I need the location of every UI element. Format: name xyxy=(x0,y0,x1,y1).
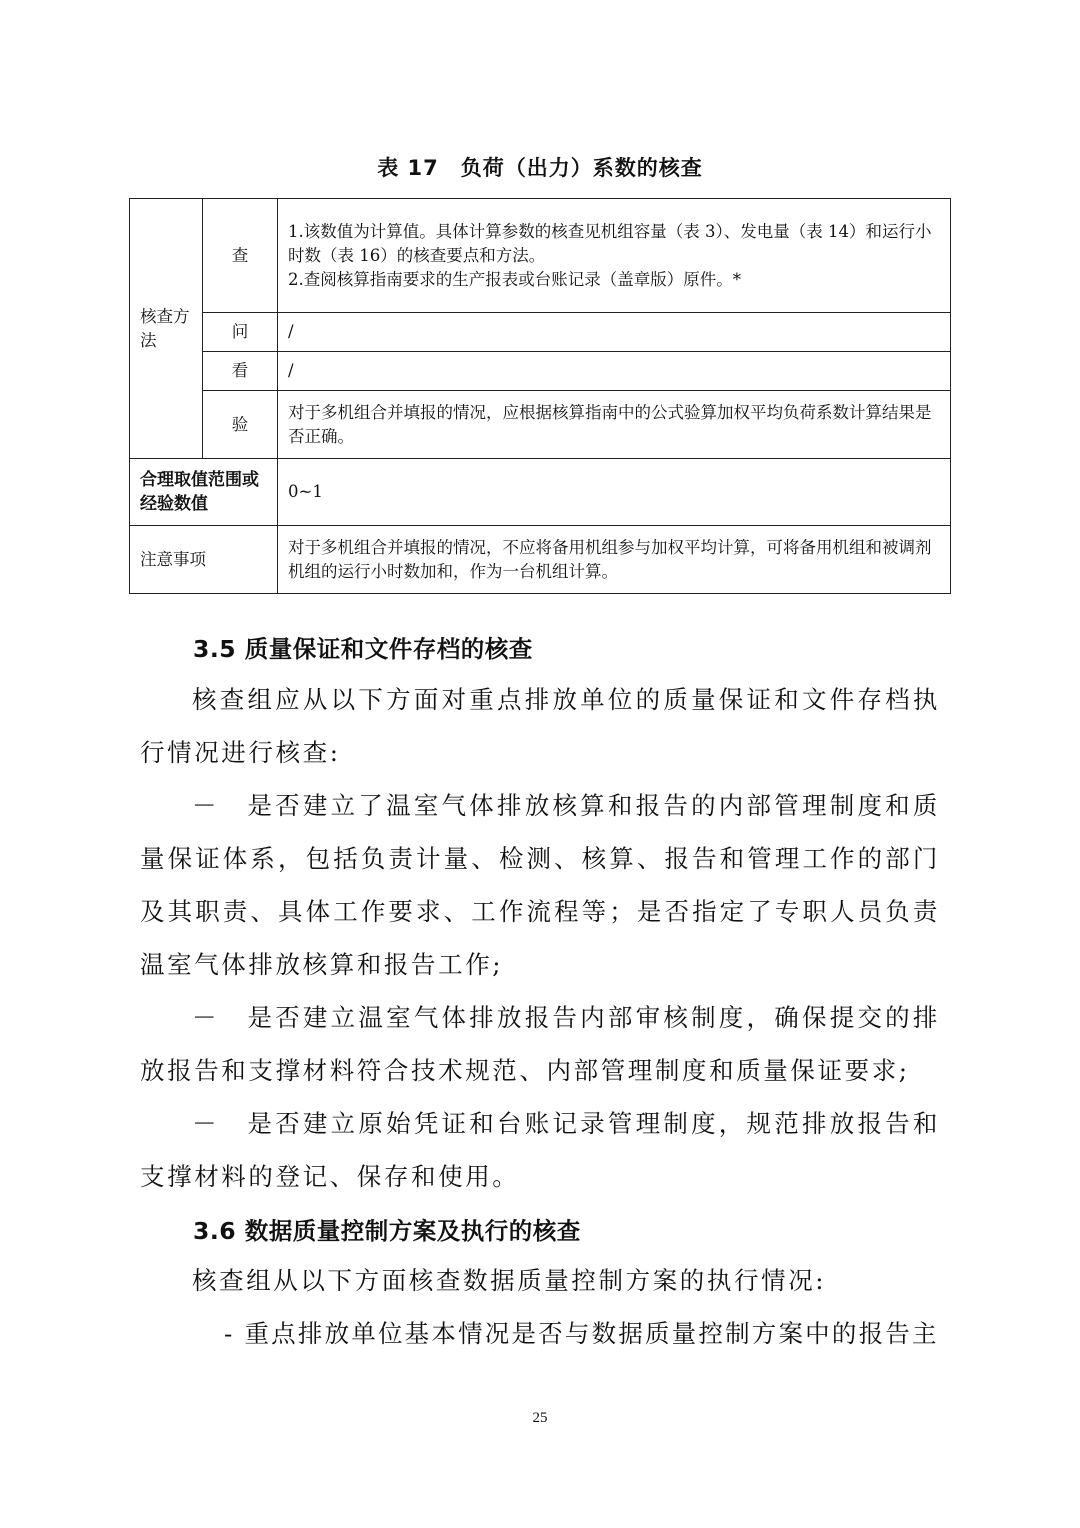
section-3-5-item-3: － 是否建立原始凭证和台账记录管理制度，规范排放报告和支撑材料的登记、保存和使用。 xyxy=(140,1109,940,1191)
section-3-6-title: 3.6 数据质量控制方案及执行的核查 xyxy=(193,1217,581,1245)
notes-label: 注意事项 xyxy=(130,526,278,594)
table-row xyxy=(130,352,951,391)
yan-label: 验 xyxy=(203,391,278,459)
section-3-5-intro: 核查组应从以下方面对重点排放单位的质量保证和文件存档执行情况进行核查: xyxy=(140,685,940,767)
wen-value: / xyxy=(278,313,951,352)
kan-label: 看 xyxy=(203,352,278,391)
section-3-5-item-2: － 是否建立温室气体排放报告内部审核制度，确保提交的排放报告和支撑材料符合技术规范、内部管理制度和质量保证要求; xyxy=(140,1003,940,1085)
cha-line-2: 2.查阅核算指南要求的生产报表或台账记录（盖章版）原件。* xyxy=(288,269,741,289)
section-3-5-item-1: － 是否建立了温室气体排放核算和报告的内部管理制度和质量保证体系，包括负责计量、检测、核算、报告和管理工作的部门及其职责、具体工作要求、工作流程等；是否指定了专职人员负责温室气体排放核算和报告工作; xyxy=(140,791,940,979)
method-label: 核查方法 xyxy=(140,306,190,350)
wen-label: 问 xyxy=(203,313,278,352)
range-value: 0~1 xyxy=(278,459,951,526)
table-row xyxy=(130,199,951,313)
notes-value: 对于多机组合并填报的情况，不应将备用机组参与加权平均计算，可将备用机组和被调剂机组的运行小时数加和，作为一台机组计算。 xyxy=(278,526,951,594)
table-row xyxy=(130,313,951,352)
method-label-cell xyxy=(130,199,203,459)
table-row xyxy=(130,526,951,594)
yan-value: 对于多机组合并填报的情况，应根据核算指南中的公式验算加权平均负荷系数计算结果是否正确。 xyxy=(278,391,951,459)
cha-label: 查 xyxy=(203,199,278,313)
verification-table xyxy=(129,198,951,594)
kan-value: / xyxy=(278,352,951,391)
table-row xyxy=(130,391,951,459)
cha-content xyxy=(278,199,951,313)
cha-line-1: 1.该数值为计算值。具体计算参数的核查见机组容量（表 3）、发电量（表 14）和运行小时数（表 16）的核查要点和方法。 xyxy=(288,221,932,265)
table-row xyxy=(130,459,951,526)
page-number: 25 xyxy=(532,1410,548,1426)
range-label: 合理取值范围或经验数值 xyxy=(130,459,278,526)
section-3-6-item-1: - 重点排放单位基本情况是否与数据质量控制方案中的报告主 xyxy=(224,1319,939,1348)
table-caption: 表 17 负荷（出力）系数的核查 xyxy=(377,156,703,180)
section-3-6-intro: 核查组从以下方面核查数据质量控制方案的执行情况: xyxy=(192,1266,827,1295)
section-3-5-title: 3.5 质量保证和文件存档的核查 xyxy=(193,635,533,663)
